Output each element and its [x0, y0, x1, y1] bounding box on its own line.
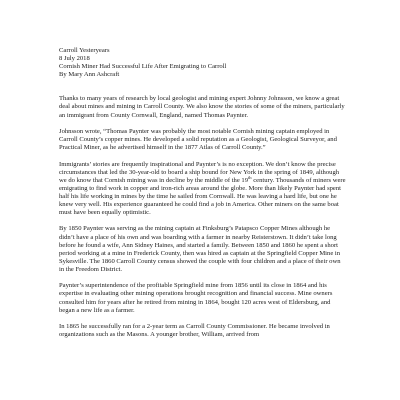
paragraph-finksburg: By 1850 Paynter was serving as the mining captain at Finksburg’s Patapsco Copper Mines although he didn’t have a place of his own and was boarding with a farmer in nearby Reisterstown. It didn’t take long before he found a wife, Ann Sidney Haines, and started a family. Between 1850 and 1860 he spent a short period working at a mine in Frederick County, then was hired as captain at the Springfield Copper Mine in Sykesville. The 1860 Carroll County census showed the couple with four children and a place of their own in the Freedom District. — [59, 225, 341, 273]
paragraph-springfield: Paynter’s superintendence of the profitable Springfield mine from 1856 until its close in 1864 and his expertise in evaluating other mining operations brought recognition and financial success. Mine owners consulted him for years after he retired from mining in 1864, bought 120 acres west of Eldersburg, and began a new life as a farmer. — [59, 282, 333, 314]
paragraph-immigration — [59, 161, 347, 218]
paragraph-immigration-part-1: Immigrants’ stories are frequently inspirational and Paynter’s is no exception. We don’t know the precise circumstances that led the 30-year-old to board a ship bound for New York in the spring of 1849, although we do know that Cornish mining was in decline by the middle of the 19 — [59, 160, 340, 184]
article-headline: Cornish Miner Had Successful Life After Emigrating to Carroll — [59, 63, 227, 71]
article-date: 8 July 2018 — [59, 55, 90, 63]
paragraph-immigration-part-2: century. Thousands of miners were emigrating to find work in copper and iron-rich areas around the globe. More than likely Paynter had spent half his life working in mines by the time he sailed from Cornwall. He was leaving a hard life, but one he knew very well. His experience guaranteed he could find a job in America. Other miners on the same boat must have been equally optimistic. — [59, 176, 346, 217]
column-name: Carroll Yesteryears — [59, 47, 110, 54]
superscript-th: th — [248, 174, 252, 180]
article-header — [59, 47, 347, 79]
article-byline: By Mary Ann Ashcraft — [59, 71, 120, 79]
paragraph-johnsson-quote: Johnsson wrote, “Thomas Paynter was probably the most notable Cornish mining captain employed in Carroll County’s copper mines. He developed a solid reputation as a Geologist, Geological Surveyor, and Practical Miner, as he advertised himself in the 1877 Atlas of Carroll County.” — [59, 127, 337, 152]
article — [59, 47, 347, 348]
paragraph-commissioner: In 1865 he successfully ran for a 2-year term as Carroll County Commissioner. He became involved in organizations such as the Masons. A younger brother, William, arrived from — [59, 323, 330, 339]
paragraph-intro: Thanks to many years of research by local geologist and mining expert Johnny Johnsson, we know a great deal about mines and mining in Carroll County. We also know the stories of some of the miners, particularly an immigrant from County Cornwall, England, named Thomas Paynter. — [59, 95, 345, 119]
